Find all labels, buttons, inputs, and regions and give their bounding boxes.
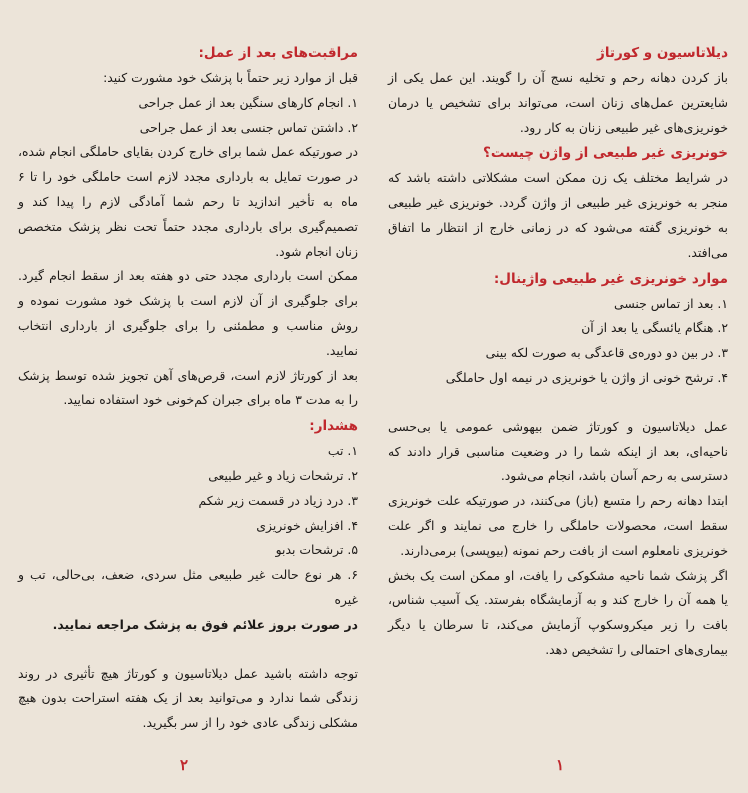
spacer	[388, 391, 728, 415]
page-number: ۲	[180, 756, 189, 774]
procedure-paragraph: ابتدا دهانه رحم را متسع (باز) می‌کنند، در صورتیکه علت خونریزی سقط است، محصولات حاملگی را خارج می نمایند و اگر علت خونریزی نامعلوم است از بافت رحم نمونه (بیوپسی) برمی‌دارند.	[388, 493, 728, 558]
final-paragraph: توجه داشته باشید عمل دیلاتاسیون و کورتاژ هیچ تأثیری در روند زندگی شما ندارد و می‌توانید بعد از یک هفته استراحت بدون هیچ مشکلی زندگی عادی خود را از سر بگیرید.	[18, 665, 358, 731]
warning-note: در صورت بروز علائم فوق به پزشک مراجعه نمایید.	[52, 616, 358, 632]
list-item: ۲. داشتن تماس جنسی بعد از عمل جراحی	[139, 119, 358, 135]
page-two-column	[18, 40, 358, 736]
page-number: ۱	[556, 756, 565, 774]
list-item: ۴. افزایش خونریزی	[256, 517, 358, 533]
list-item: ۴. ترشح خونی از واژن یا خونریزی در نیمه اول حاملگی	[445, 369, 728, 385]
pregnancy-paragraph: در صورتیکه عمل شما برای خارج کردن بقایای حاملگی انجام شده، در صورت تمایل به بارداری مجدد لازم است حاملگی خود را تا ۶ ماه به تأخیر اندازید تا رحم شما آمادگی لازم را پیدا کند و تصمیم‌گیری برای بارداری مجدد حتماً تحت نظر پزشک متخصص زنان انجام شود.	[18, 144, 358, 259]
list-item: ۱. انجام کارهای سنگین بعد از عمل جراحی	[138, 94, 358, 110]
list-item: ۶. هر نوع حالت غیر طبیعی مثل سردی، ضعف، بی‌حالی، تب و غیره	[18, 567, 358, 607]
list-item: ۱. بعد از تماس جنسی	[614, 295, 728, 311]
lab-paragraph: اگر پزشک شما ناحیه مشکوکی را یافت، او ممکن است یک بخش یا همه آن را خارج کند و به آزمایشگاه بفرستد. یک آسیب شناس، بافت را زیر میکروسکوپ آزمایش می‌کند، تا سرطان یا دیگر بیماری‌های احتمالی را تشخیص دهد.	[388, 567, 728, 657]
list-item: ۲. ترشحات زیاد و غیر طبیعی	[208, 467, 358, 483]
iron-paragraph: بعد از کورتاژ لازم است، قرص‌های آهن تجویز شده توسط پزشک را به مدت ۳ ماه برای جبران کم‌خونی خود استفاده نمایید.	[18, 367, 358, 408]
warning-heading: هشدار:	[309, 418, 358, 435]
spacer	[18, 638, 358, 662]
page-title: دیلاتاسیون و کورتاژ	[597, 45, 728, 61]
anesthesia-paragraph: عمل دیلاتاسیون و کورتاژ ضمن بیهوشی عمومی یا بی‌حسی ناحیه‌ای، بعد از اینکه شما را در وضعیت مناسبی قرار دادند که دسترسی به رحم آسان باشد، انجام می‌شود.	[388, 418, 728, 484]
aftercare-intro: قبل از موارد زیر حتماً با پزشک خود مشورت کنید:	[103, 70, 358, 85]
contraception-paragraph: ممکن است بارداری مجدد حتی دو هفته بعد از سقط انجام گیرد. برای جلوگیری از آن لازم است با پزشک خود مشورت نموده و روش مناسب و مطمئنی را برای جلوگیری از بارداری انتخاب نمایید.	[18, 268, 358, 358]
intro-paragraph: باز کردن دهانه رحم و تخلیه نسج آن را گویند. این عمل یکی از شایعترین عمل‌های زنان است، می‌تواند برای تشخیص یا درمان خونریزی‌های غیر طبیعی زنان به کار رود.	[388, 70, 728, 135]
aftercare-heading: مراقبت‌های بعد از عمل:	[198, 45, 358, 61]
bleeding-cases-heading: موارد خونریزی غیر طبیعی واژینال:	[493, 270, 728, 287]
list-item: ۱. تب	[327, 443, 358, 459]
list-item: ۳. در بین دو دوره‌ی قاعدگی به صورت لکه بینی	[485, 345, 728, 361]
list-item: ۲. هنگام یائسگی یا بعد از آن	[581, 320, 728, 336]
list-item: ۵. ترشحات بدبو	[275, 542, 358, 558]
abnormal-bleeding-heading: خونریزی غیر طبیعی از واژن چیست؟	[483, 145, 728, 162]
page-one-column	[388, 40, 728, 663]
list-item: ۳. درد زیاد در قسمت زیر شکم	[198, 492, 358, 508]
abnormal-bleeding-paragraph: در شرایط مختلف یک زن ممکن است مشکلاتی داشته باشد که منجر به خونریزی غیر طبیعی از واژن گردد. خونریزی غیر طبیعی به خونریزی گفته می‌شود که در زمانی خارج از انتظار ما اتفاق می‌افتد.	[388, 170, 728, 260]
